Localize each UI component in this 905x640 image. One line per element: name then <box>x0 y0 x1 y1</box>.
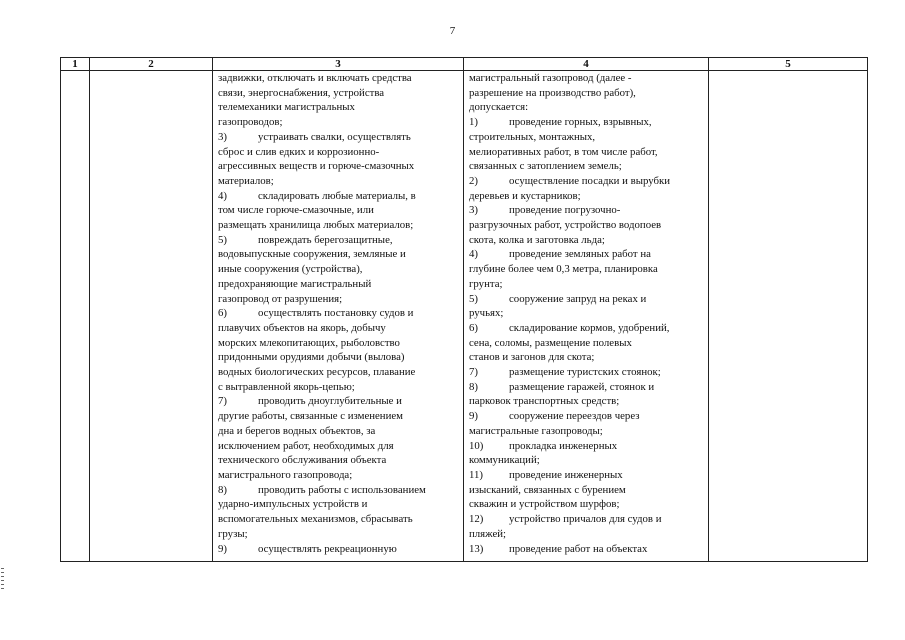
line-text: агрессивных веществ и горюче-смазочных <box>218 160 415 173</box>
item-number: 8) <box>469 380 478 393</box>
text-line <box>218 497 463 512</box>
line-text: разгрузочных работ, устройство водопоев <box>469 219 662 232</box>
line-text: вспомогательных механизмов, сбрасывать <box>218 513 413 526</box>
text-line <box>469 394 708 409</box>
text-line <box>218 247 463 262</box>
item-number: 9) <box>469 410 478 423</box>
text-line <box>218 542 463 557</box>
line-text: другие работы, связанные с изменением <box>218 410 403 423</box>
line-text: складирование кормов, удобрений, <box>509 321 670 334</box>
column-header-1: 1 <box>61 58 90 71</box>
text-line <box>218 159 463 174</box>
column-header-4: 4 <box>464 58 709 71</box>
line-text: магистральный газопровод (далее - <box>469 72 632 84</box>
line-text: глубине более чем 0,3 метра, планировка <box>469 263 658 276</box>
text-line <box>218 86 463 101</box>
line-text: материалов; <box>218 174 274 187</box>
line-text: станов и загонов для скота; <box>469 351 595 364</box>
text-line <box>469 542 708 557</box>
line-text: строительных, монтажных, <box>469 130 596 143</box>
line-text: пляжей; <box>469 527 507 540</box>
text-line <box>218 439 463 454</box>
item-number: 6) <box>218 307 227 320</box>
text-line <box>218 483 463 498</box>
line-text: предохраняющие магистральный <box>218 277 372 290</box>
line-text: водных биологических ресурсов, плавание <box>218 366 416 379</box>
text-line <box>218 424 463 439</box>
text-line <box>469 115 708 130</box>
text-line <box>218 409 463 424</box>
text-line <box>218 350 463 365</box>
item-number: 6) <box>469 321 478 334</box>
line-text: связанных с затоплением земель; <box>469 160 622 173</box>
text-line <box>469 424 708 439</box>
scan-edge-marks <box>1 568 4 604</box>
cell-col-1 <box>61 71 90 562</box>
text-line <box>218 365 463 380</box>
text-line <box>469 174 708 189</box>
line-text: прокладка инженерных <box>509 439 618 452</box>
text-line <box>469 71 708 86</box>
text-line <box>469 203 708 218</box>
text-line <box>218 468 463 483</box>
text-line <box>469 100 708 115</box>
cell-col-4-permitted-works <box>464 71 709 562</box>
text-line <box>469 277 708 292</box>
line-text: грузы; <box>218 527 248 540</box>
table-row <box>61 71 868 562</box>
line-text: устройство причалов для судов и <box>509 513 662 526</box>
text-line <box>469 306 708 321</box>
text-line <box>218 380 463 395</box>
line-text: повреждать берегозащитные, <box>258 233 393 246</box>
requirements-table <box>60 57 868 562</box>
item-number: 5) <box>218 233 227 246</box>
line-text: придонными орудиями добычи (вылова) <box>218 351 405 364</box>
text-line <box>469 350 708 365</box>
line-text: ручьях; <box>469 307 504 320</box>
line-text: проведение земляных работ на <box>509 248 651 261</box>
line-text: размещать хранилища любых материалов; <box>218 219 414 232</box>
line-text: сооружение переездов через <box>509 410 640 423</box>
text-line <box>469 483 708 498</box>
item-number: 4) <box>218 189 227 202</box>
text-line <box>469 365 708 380</box>
line-text: магистральные газопроводы; <box>469 424 603 437</box>
line-text: плавучих объектов на якорь, добычу <box>218 321 386 334</box>
line-text: проводить работы с использованием <box>258 483 426 496</box>
text-line <box>218 277 463 292</box>
item-number: 11) <box>469 468 483 481</box>
line-text: проведение инженерных <box>509 468 623 481</box>
cell-col-5 <box>709 71 868 562</box>
column-header-3: 3 <box>213 58 464 71</box>
text-line <box>218 233 463 248</box>
line-text: размещение туристских стоянок; <box>509 366 661 379</box>
line-text: скота, колка и заготовка льда; <box>469 233 605 246</box>
line-text: складировать любые материалы, в <box>258 189 416 202</box>
text-line <box>469 409 708 424</box>
text-line <box>469 468 708 483</box>
text-line <box>469 512 708 527</box>
text-line <box>469 218 708 233</box>
text-line <box>218 336 463 351</box>
table-header-row <box>61 58 868 71</box>
line-text: парковок транспортных средств; <box>469 395 620 408</box>
text-line <box>218 203 463 218</box>
item-number: 3) <box>469 204 478 217</box>
text-line <box>469 439 708 454</box>
line-text: иные сооружения (устройства), <box>218 263 363 276</box>
text-line <box>469 453 708 468</box>
text-line <box>218 512 463 527</box>
item-number: 3) <box>218 130 227 143</box>
text-line <box>469 527 708 542</box>
line-text: технического обслуживания объекта <box>218 454 387 467</box>
text-line <box>469 130 708 145</box>
line-text: исключением работ, необходимых для <box>218 439 394 452</box>
line-text: коммуникаций; <box>469 454 540 467</box>
text-line <box>469 321 708 336</box>
text-line <box>469 233 708 248</box>
line-text: изысканий, связанных с бурением <box>469 483 626 496</box>
text-line <box>469 189 708 204</box>
text-line <box>218 189 463 204</box>
item-number: 8) <box>218 483 227 496</box>
text-line <box>469 247 708 262</box>
line-text: осуществлять рекреационную <box>258 542 397 555</box>
line-text: проводить дноуглубительные и <box>258 395 402 408</box>
line-text: допускается: <box>469 101 529 114</box>
text-line <box>218 145 463 160</box>
text-line <box>469 145 708 160</box>
text-line <box>218 115 463 130</box>
text-line <box>469 262 708 277</box>
item-number: 10) <box>469 439 484 452</box>
text-line <box>469 336 708 351</box>
item-number: 4) <box>469 248 478 261</box>
line-text: разрешение на производство работ), <box>469 86 636 99</box>
cell-col-3-restrictions <box>213 71 464 562</box>
item-number: 13) <box>469 542 484 555</box>
item-number: 5) <box>469 292 478 305</box>
item-number: 7) <box>218 395 227 408</box>
text-line <box>469 86 708 101</box>
line-text: дна и берегов водных объектов, за <box>218 424 376 437</box>
text-line <box>218 100 463 115</box>
line-text: деревьев и кустарников; <box>469 189 581 202</box>
line-text: магистрального газопровода; <box>218 468 353 481</box>
text-line <box>218 321 463 336</box>
line-text: ударно-импульсных устройств и <box>218 498 368 511</box>
line-text: сена, соломы, размещение полевых <box>469 336 632 349</box>
column-header-5: 5 <box>709 58 868 71</box>
item-number: 1) <box>469 116 478 129</box>
line-text: размещение гаражей, стоянок и <box>509 380 655 393</box>
text-line <box>218 130 463 145</box>
line-text: устраивать свалки, осуществлять <box>258 130 411 143</box>
item-number: 12) <box>469 513 484 526</box>
text-line <box>469 159 708 174</box>
line-text: мелиоративных работ, в том числе работ, <box>469 145 658 158</box>
text-line <box>469 380 708 395</box>
line-text: проведение погрузочно- <box>509 204 621 217</box>
line-text: газопровод от разрушения; <box>218 292 343 305</box>
item-number: 9) <box>218 542 227 555</box>
line-text: газопроводов; <box>218 116 283 129</box>
page-number: 7 <box>449 25 456 37</box>
line-text: телемеханики магистральных <box>218 101 355 114</box>
text-line <box>469 292 708 307</box>
line-text: морских млекопитающих, рыболовство <box>218 336 400 349</box>
text-line <box>218 71 463 86</box>
line-text: проведение горных, взрывных, <box>509 116 652 129</box>
line-text: задвижки, отключать и включать средства <box>218 72 412 84</box>
cell-col-2 <box>90 71 213 562</box>
text-line <box>218 394 463 409</box>
line-text: скважин и устройством шурфов; <box>469 498 620 511</box>
text-line <box>218 292 463 307</box>
text-line <box>218 527 463 542</box>
item-number: 7) <box>469 366 478 379</box>
text-line <box>218 174 463 189</box>
line-text: грунта; <box>469 277 503 290</box>
line-text: осуществление посадки и вырубки <box>509 174 671 187</box>
text-line <box>218 218 463 233</box>
line-text: проведение работ на объектах <box>509 542 648 555</box>
text-line <box>469 497 708 512</box>
line-text: сооружение запруд на реках и <box>509 292 647 305</box>
text-line <box>218 453 463 468</box>
item-number: 2) <box>469 174 478 187</box>
line-text: сброс и слив едких и коррозионно- <box>218 145 380 158</box>
text-line <box>218 306 463 321</box>
column-header-2: 2 <box>90 58 213 71</box>
line-text: осуществлять постановку судов и <box>258 307 414 320</box>
line-text: связи, энергоснабжения, устройства <box>218 86 385 99</box>
line-text: с вытравленной якорь-цепью; <box>218 380 355 393</box>
line-text: водовыпускные сооружения, земляные и <box>218 248 406 261</box>
line-text: том числе горюче-смазочные, или <box>218 204 374 217</box>
text-line <box>218 262 463 277</box>
